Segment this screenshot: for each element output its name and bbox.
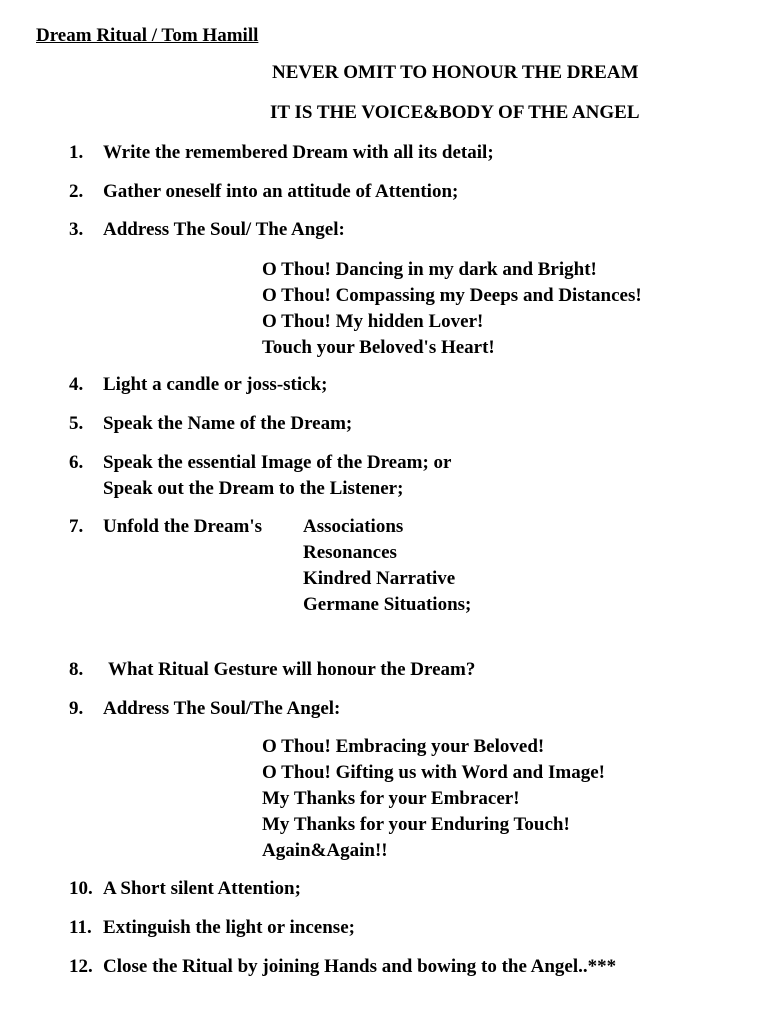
- step-number: 1.: [69, 142, 84, 163]
- step-text: Light a candle or joss-stick;: [103, 374, 328, 395]
- step-text-continued: Speak out the Dream to the Listener;: [103, 478, 404, 499]
- step-number: 4.: [69, 374, 84, 395]
- invocation-line: O Thou! Compassing my Deeps and Distances!: [262, 285, 642, 306]
- step-number: 9.: [69, 698, 84, 719]
- step-text: Gather oneself into an attitude of Attention;: [103, 181, 459, 202]
- step-number: 3.: [69, 219, 84, 240]
- invocation-line: My Thanks for your Enduring Touch!: [262, 814, 570, 835]
- step-text: Speak the Name of the Dream;: [103, 413, 353, 434]
- step-number: 11.: [69, 917, 92, 938]
- document-title: Dream Ritual / Tom Hamill: [36, 25, 259, 46]
- invocation-line: O Thou! Embracing your Beloved!: [262, 736, 545, 757]
- step-number: 2.: [69, 181, 84, 202]
- heading-line-1: NEVER OMIT TO HONOUR THE DREAM: [272, 62, 639, 83]
- step-text: Write the remembered Dream with all its detail;: [103, 142, 494, 163]
- invocation-line: O Thou! My hidden Lover!: [262, 311, 484, 332]
- invocation-line: Touch your Beloved's Heart!: [262, 337, 495, 358]
- unfold-item: Associations: [303, 516, 404, 537]
- unfold-item: Kindred Narrative: [303, 568, 456, 589]
- invocation-line: Again&Again!!: [262, 840, 388, 861]
- step-number: 8.: [69, 659, 84, 680]
- step-number: 10.: [69, 878, 93, 899]
- step-number: 6.: [69, 452, 84, 473]
- step-text: What Ritual Gesture will honour the Dream?: [108, 659, 476, 680]
- step-number: 7.: [69, 516, 84, 537]
- step-text: A Short silent Attention;: [103, 878, 301, 899]
- unfold-item: Resonances: [303, 542, 397, 563]
- step-number: 12.: [69, 956, 93, 977]
- step-text: Unfold the Dream's: [103, 516, 263, 537]
- heading-line-2: IT IS THE VOICE&BODY OF THE ANGEL: [270, 102, 640, 123]
- step-text: Extinguish the light or incense;: [103, 917, 355, 938]
- step-text: Address The Soul/ The Angel:: [103, 219, 345, 240]
- invocation-line: O Thou! Dancing in my dark and Bright!: [262, 259, 597, 280]
- step-text: Address The Soul/The Angel:: [103, 698, 341, 719]
- step-text: Speak the essential Image of the Dream; or: [103, 452, 452, 473]
- step-number: 5.: [69, 413, 84, 434]
- invocation-line: My Thanks for your Embracer!: [262, 788, 520, 809]
- unfold-item: Germane Situations;: [303, 594, 472, 615]
- step-text: Close the Ritual by joining Hands and bowing to the Angel..***: [103, 956, 617, 977]
- invocation-line: O Thou! Gifting us with Word and Image!: [262, 762, 605, 783]
